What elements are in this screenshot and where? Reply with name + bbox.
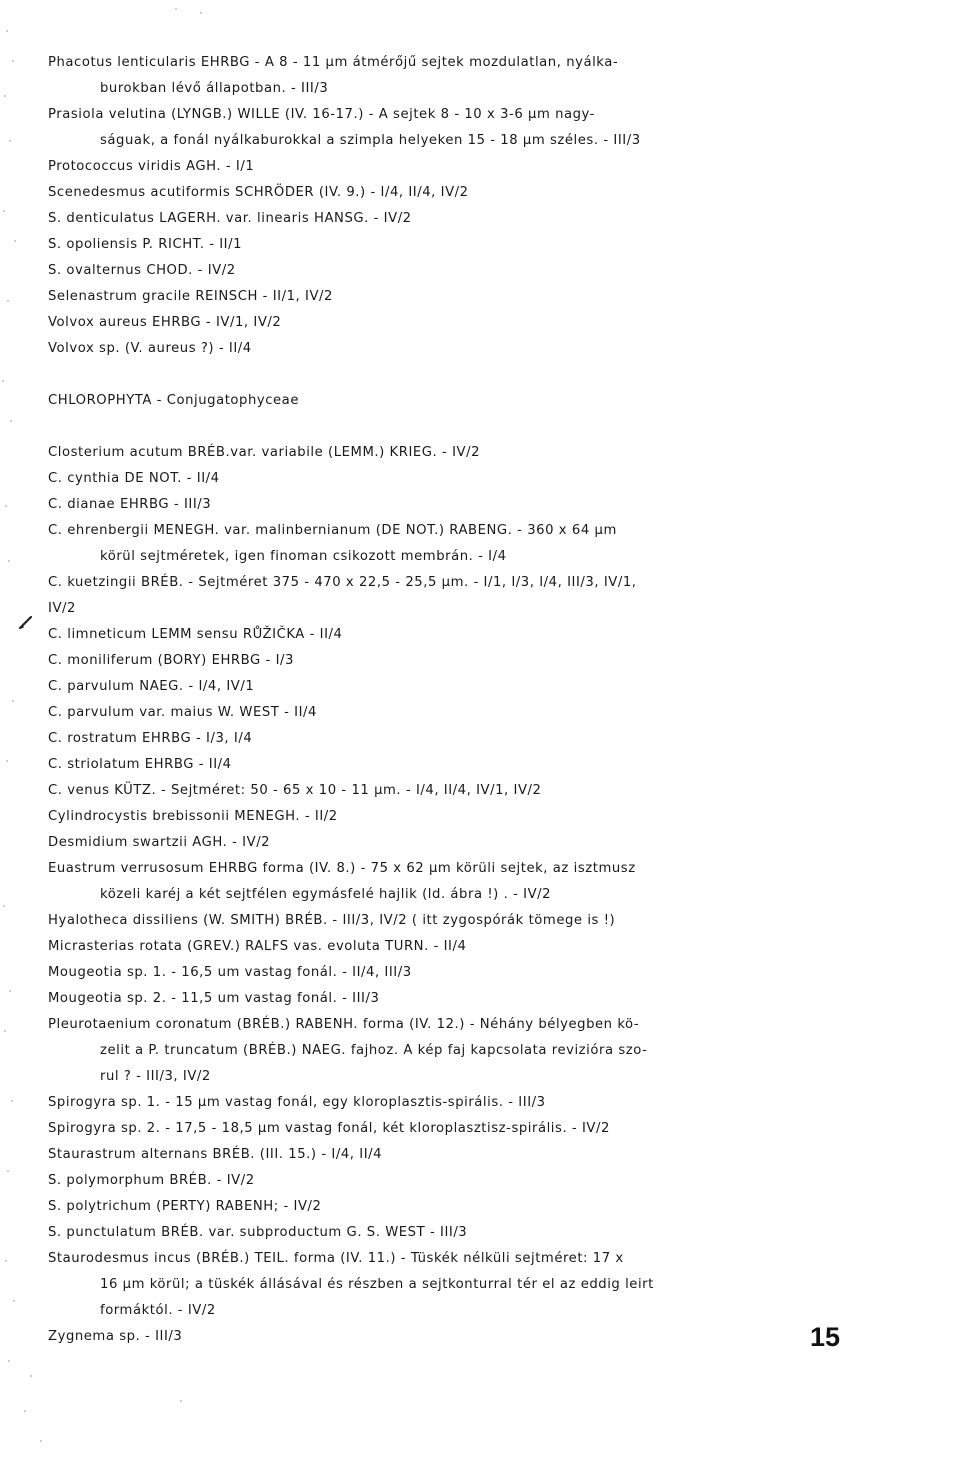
entry-line: S. ovalternus CHOD. - IV/2: [48, 263, 236, 278]
entry-line: Spirogyra sp. 1. - 15 µm vastag fonál, egy kloroplasztis-spirális. - III/3: [48, 1095, 546, 1110]
scan-speck: [9, 140, 11, 142]
entry-line: C. rostratum EHRBG - I/3, I/4: [48, 731, 253, 746]
scan-speck: [4, 95, 6, 97]
entry-line: Staurodesmus incus (BRÉB.) TEIL. forma (IV. 11.) - Tüskék nélküli sejtméret: 17 x: [48, 1251, 624, 1266]
entry-line: C. ehrenbergii MENEGH. var. malinbernianum (DE NOT.) RABENG. - 360 x 64 µm: [48, 523, 617, 538]
entry-continuation-line: 16 µm körül; a tüskék állásával és részben a sejtkonturral tér el az eddig leirt: [100, 1277, 654, 1292]
entry-line: Mougeotia sp. 1. - 16,5 um vastag fonál. - II/4, III/3: [48, 965, 412, 980]
scan-speck: [175, 8, 177, 10]
entry-line: C. parvulum var. maius W. WEST - II/4: [48, 705, 317, 720]
entry-line: Micrasterias rotata (GREV.) RALFS vas. evoluta TURN. - II/4: [48, 939, 467, 954]
entry-line: S. opoliensis P. RICHT. - II/1: [48, 237, 243, 252]
entry-line: Hyalotheca dissiliens (W. SMITH) BRÉB. - III/3, IV/2 ( itt zygospórák tömege is !): [48, 913, 616, 928]
scan-speck: [8, 560, 10, 562]
entry-continuation-line: rul ? - III/3, IV/2: [100, 1069, 211, 1084]
scan-speck: [12, 60, 14, 62]
entry-line: Volvox aureus EHRBG - IV/1, IV/2: [48, 315, 282, 330]
entry-line: Protococcus viridis AGH. - I/1: [48, 159, 255, 174]
entry-continuation-line: közeli karéj a két sejtfélen egymásfelé hajlik (ld. ábra !) . - IV/2: [100, 887, 552, 902]
scan-speck: [13, 1300, 15, 1302]
pencil-check-mark: [18, 614, 34, 630]
scan-speck: [6, 760, 8, 762]
entry-line: CHLOROPHYTA - Conjugatophyceae: [48, 393, 299, 408]
blank-line: [48, 362, 878, 388]
page-number: 15: [810, 1322, 841, 1352]
scan-speck: [5, 1260, 7, 1262]
entry-line: C. venus KÜTZ. - Sejtméret: 50 - 65 x 10 - 11 µm. - I/4, II/4, IV/1, IV/2: [48, 783, 542, 798]
entry-line: Zygnema sp. - III/3: [48, 1329, 183, 1344]
entry-continuation-line: zelit a P. truncatum (BRÉB.) NAEG. fajhoz. A kép faj kapcsolata revizióra szo-: [100, 1043, 648, 1058]
species-list: [48, 50, 878, 1350]
scan-speck: [3, 905, 5, 907]
entry-line: Cylindrocystis brebissonii MENEGH. - II/2: [48, 809, 338, 824]
scan-speck: [14, 240, 16, 242]
scan-speck: [40, 1440, 42, 1442]
entry-continuation-line: körül sejtméretek, igen finoman csikozott membrán. - I/4: [100, 549, 507, 564]
entry-line: Desmidium swartzii AGH. - IV/2: [48, 835, 271, 850]
scan-speck: [7, 300, 9, 302]
entry-continuation-line: burokban lévő állapotban. - III/3: [100, 81, 329, 96]
entry-line: C. limneticum LEMM sensu RŮŽIČKA - II/4: [48, 627, 343, 642]
scan-speck: [3, 210, 5, 212]
entry-line: S. polymorphum BRÉB. - IV/2: [48, 1173, 255, 1188]
scan-speck: [11, 1100, 13, 1102]
entry-line: IV/2: [48, 601, 76, 616]
entry-line: S. polytrichum (PERTY) RABENH; - IV/2: [48, 1199, 322, 1214]
entry-line: Scenedesmus acutiformis SCHRÖDER (IV. 9.) - I/4, II/4, IV/2: [48, 185, 469, 200]
scan-speck: [8, 1360, 10, 1362]
entry-line: S. punctulatum BRÉB. var. subproductum G. S. WEST - III/3: [48, 1225, 468, 1240]
entry-line: C. moniliferum (BORY) EHRBG - I/3: [48, 653, 294, 668]
entry-line: Prasiola velutina (LYNGB.) WILLE (IV. 16-17.) - A sejtek 8 - 10 x 3-6 µm nagy-: [48, 107, 595, 122]
entry-line: Volvox sp. (V. aureus ?) - II/4: [48, 341, 252, 356]
scan-speck: [4, 1030, 6, 1032]
blank-line: [48, 414, 878, 440]
scan-speck: [7, 1170, 9, 1172]
entry-line: Phacotus lenticularis EHRBG - A 8 - 11 µm átmérőjű sejtek mozdulatlan, nyálka-: [48, 55, 619, 70]
scan-speck: [12, 700, 14, 702]
entry-line: Spirogyra sp. 2. - 17,5 - 18,5 µm vastag fonál, két kloroplasztisz-spirális. - IV/2: [48, 1121, 610, 1136]
entry-line: C. cynthia DE NOT. - II/4: [48, 471, 220, 486]
entry-line: S. denticulatus LAGERH. var. linearis HANSG. - IV/2: [48, 211, 412, 226]
entry-line: Staurastrum alternans BRÉB. (III. 15.) - I/4, II/4: [48, 1147, 383, 1162]
entry-line: Mougeotia sp. 2. - 11,5 um vastag fonál. - III/3: [48, 991, 380, 1006]
scan-speck: [10, 420, 12, 422]
entry-line: Selenastrum gracile REINSCH - II/1, IV/2: [48, 289, 333, 304]
scan-speck: [9, 990, 11, 992]
entry-line: Pleurotaenium coronatum (BRÉB.) RABENH. forma (IV. 12.) - Néhány bélyegben kö-: [48, 1017, 640, 1032]
scan-speck: [180, 1400, 182, 1402]
entry-line: C. striolatum EHRBG - II/4: [48, 757, 232, 772]
scan-speck: [6, 30, 8, 32]
entry-line: Closterium acutum BRÉB.var. variabile (LEMM.) KRIEG. - IV/2: [48, 445, 481, 460]
scan-speck: [30, 1375, 32, 1377]
entry-continuation-line: formáktól. - IV/2: [100, 1303, 216, 1318]
entry-line: C. parvulum NAEG. - I/4, IV/1: [48, 679, 255, 694]
entry-line: C. dianae EHRBG - III/3: [48, 497, 212, 512]
entry-line: Euastrum verrusosum EHRBG forma (IV. 8.) - 75 x 62 µm körüli sejtek, az isztmusz: [48, 861, 636, 876]
scan-speck: [5, 505, 7, 507]
scan-speck: [24, 1410, 26, 1412]
scan-speck: [2, 380, 4, 382]
entry-continuation-line: ságuak, a fonál nyálkaburokkal a szimpla helyeken 15 - 18 µm széles. - III/3: [100, 133, 641, 148]
entry-line: C. kuetzingii BRÉB. - Sejtméret 375 - 470 x 22,5 - 25,5 µm. - I/1, I/3, I/4, III/3, IV/1,: [48, 575, 637, 590]
scan-speck: [200, 12, 202, 14]
